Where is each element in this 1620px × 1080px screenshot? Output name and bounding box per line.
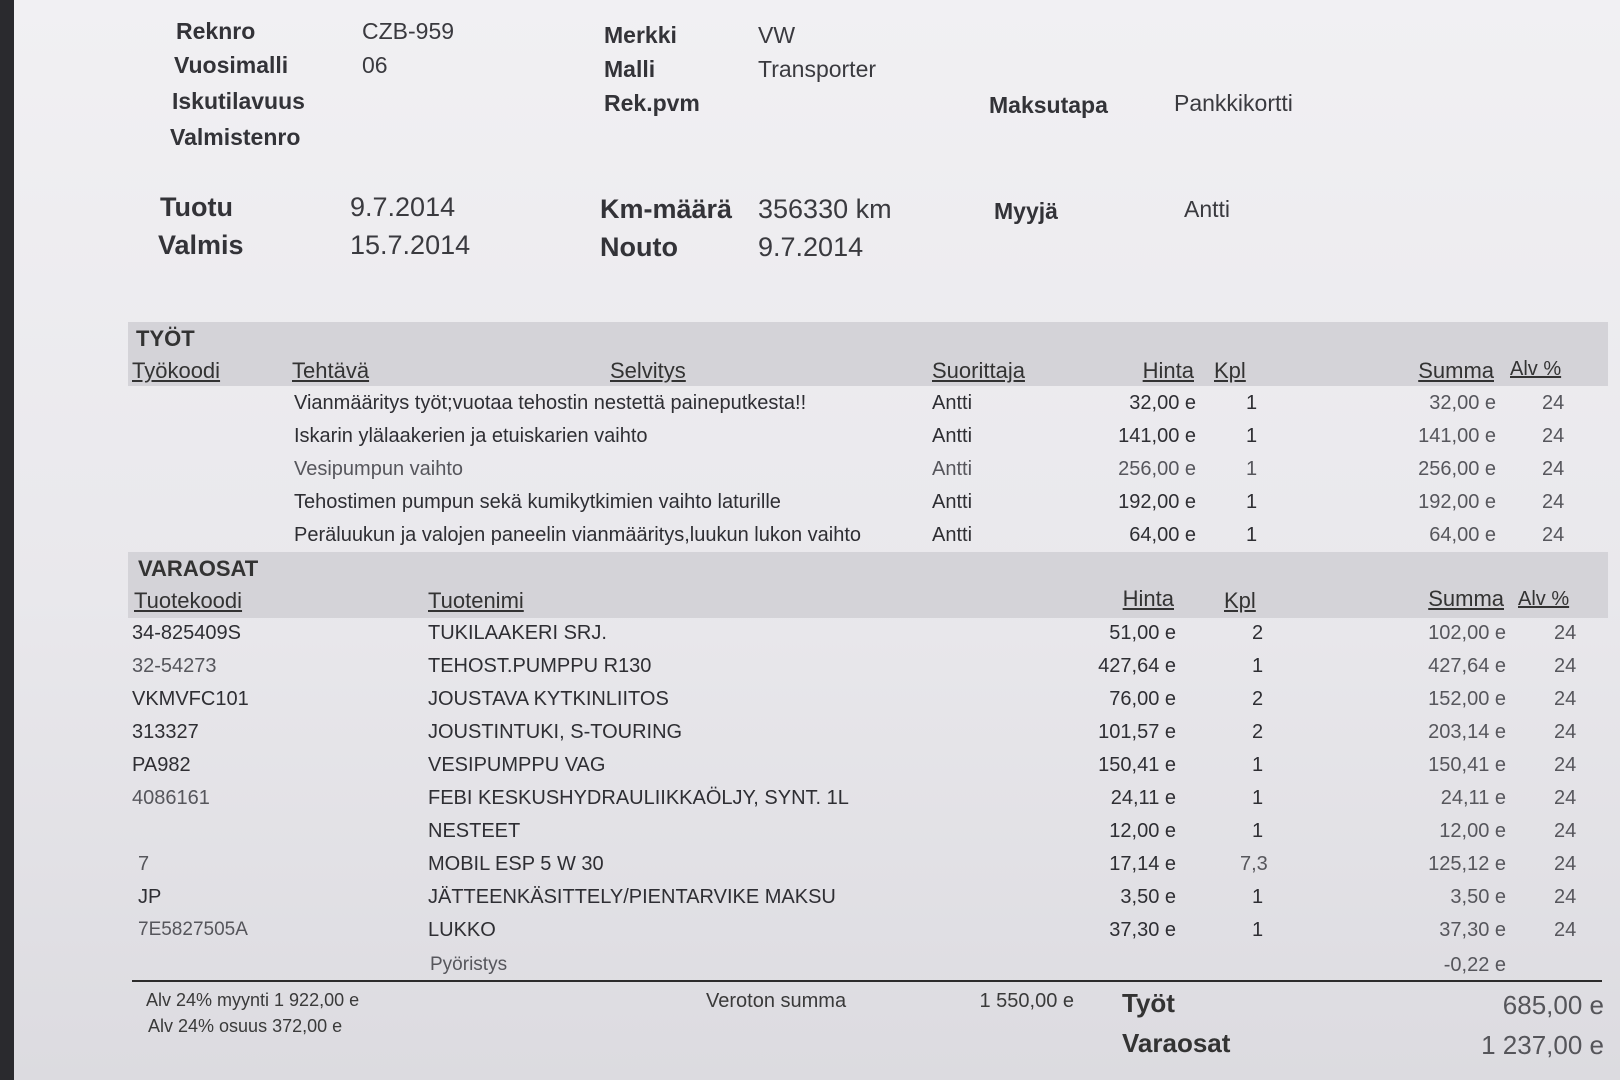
tyot-col-tehtava: Tehtävä (292, 358, 370, 383)
table-row (14, 816, 1620, 849)
varaosat-summa: 12,00 e (1439, 820, 1506, 842)
tyot-tehtava: Tehostimen pumpun sekä kumikytkimien vaihto laturille (294, 491, 781, 513)
tyot-alv: 24 (1542, 392, 1565, 414)
valmistenro-label: Valmistenro (170, 124, 301, 150)
varaosat-alv: 24 (1554, 754, 1577, 776)
tyot-col-selvitys: Selvitys (610, 358, 686, 383)
tyot-tehtava: Iskarin ylälaakerien ja etuiskarien vaihto (294, 425, 648, 447)
table-row (14, 421, 1620, 454)
varaosat-summa: 24,11 e (1440, 787, 1506, 809)
varaosat-summa: 152,00 e (1428, 688, 1506, 710)
table-row (14, 454, 1620, 487)
varaosat-alv: 24 (1554, 787, 1577, 809)
varaosat-nimi: Pyöristys (430, 954, 508, 975)
varaosat-kpl: 2 (1252, 688, 1264, 710)
veroton-value: 1 550,00 e (979, 990, 1074, 1012)
varaosat-hinta: 51,00 e (1109, 622, 1176, 644)
tyot-summa: 256,00 e (1418, 458, 1496, 480)
varaosat-col-koodi: Tuotekoodi (134, 588, 243, 613)
varaosat-total-label: Varaosat (1122, 1028, 1231, 1058)
tyot-kpl: 1 (1246, 425, 1258, 447)
table-row (14, 520, 1620, 553)
tyot-col-summa: Summa (1418, 358, 1494, 383)
table-row (14, 717, 1620, 750)
varaosat-alv: 24 (1554, 721, 1577, 743)
varaosat-kpl: 2 (1252, 622, 1264, 644)
varaosat-nimi: TUKILAAKERI SRJ. (428, 622, 607, 644)
varaosat-nimi: NESTEET (428, 820, 521, 842)
tyot-alv: 24 (1542, 524, 1565, 546)
varaosat-total-value: 1 237,00 e (1481, 1030, 1604, 1060)
tyot-suorittaja: Antti (932, 392, 973, 414)
varaosat-rows (14, 618, 1620, 981)
varaosat-koodi: 4086161 (132, 787, 210, 809)
tyot-title: TYÖT (136, 326, 195, 351)
tyot-hinta: 64,00 e (1129, 524, 1196, 546)
varaosat-title: VARAOSAT (138, 556, 259, 581)
varaosat-kpl: 1 (1252, 787, 1264, 809)
varaosat-summa: 150,41 e (1428, 754, 1506, 776)
tuotu-value: 9.7.2014 (350, 192, 456, 222)
reknro-value: CZB-959 (362, 18, 455, 44)
varaosat-nimi: JOUSTINTUKI, S-TOURING (428, 721, 683, 743)
km-value: 356330 km (758, 194, 892, 224)
table-row (14, 684, 1620, 717)
varaosat-nimi: JÄTTEENKÄSITTELY/PIENTARVIKE MAKSU (428, 886, 836, 908)
varaosat-hinta: 3,50 e (1120, 886, 1176, 908)
varaosat-summa: 203,14 e (1428, 721, 1506, 743)
tyot-col-alv: Alv % (1510, 358, 1562, 380)
vuosimalli-value: 06 (362, 52, 388, 78)
alv-osuus: Alv 24% osuus 372,00 e (148, 1016, 343, 1036)
varaosat-kpl: 1 (1252, 754, 1264, 776)
tyot-hinta: 192,00 e (1118, 491, 1196, 513)
valmis-label: Valmis (158, 230, 244, 260)
table-row (14, 750, 1620, 783)
varaosat-summa: 37,30 e (1439, 919, 1506, 941)
table-row (14, 388, 1620, 421)
tyot-alv: 24 (1542, 491, 1565, 513)
varaosat-koodi: 7E5827505A (138, 919, 248, 940)
varaosat-hinta: 37,30 e (1109, 919, 1176, 941)
varaosat-kpl: 1 (1252, 655, 1264, 677)
tyot-kpl: 1 (1246, 524, 1258, 546)
tyot-col-hinta: Hinta (1142, 358, 1194, 383)
myyja-value: Antti (1184, 196, 1231, 222)
tyot-hinta: 141,00 e (1118, 425, 1196, 447)
rekpvm-label: Rek.pvm (604, 90, 700, 116)
veroton-label: Veroton summa (706, 990, 847, 1012)
iskutilavuus-label: Iskutilavuus (172, 88, 305, 114)
malli-value: Transporter (758, 56, 877, 82)
varaosat-col-nimi: Tuotenimi (428, 588, 524, 613)
table-row (14, 948, 1620, 981)
myyja-label: Myyjä (994, 198, 1058, 224)
varaosat-koodi: 313327 (132, 721, 199, 743)
tyot-summa: 192,00 e (1418, 491, 1496, 513)
tyot-col-suorittaja: Suorittaja (932, 358, 1025, 383)
vuosimalli-label: Vuosimalli (174, 52, 289, 78)
tyot-kpl: 1 (1246, 458, 1258, 480)
tyot-tehtava: Peräluukun ja valojen paneelin vianmääritys,luukun lukon vaihto (294, 524, 862, 546)
table-row (14, 783, 1620, 816)
maksutapa-value: Pankkikortti (1174, 90, 1293, 116)
varaosat-summa: 102,00 e (1428, 622, 1506, 644)
varaosat-koodi: JP (138, 886, 162, 908)
tyot-suorittaja: Antti (932, 524, 973, 546)
varaosat-nimi: FEBI KESKUSHYDRAULIIKKAÖLJY, SYNT. 1L (428, 787, 849, 809)
km-label: Km-määrä (600, 194, 733, 224)
table-row (14, 651, 1620, 684)
tyot-tehtava: Vianmääritys työt;vuotaa tehostin nestettä paineputkesta!! (294, 392, 807, 414)
varaosat-header-band (128, 552, 1608, 618)
reknro-label: Reknro (176, 18, 256, 44)
malli-label: Malli (604, 56, 656, 82)
tyot-col-kpl: Kpl (1214, 358, 1246, 383)
tyot-suorittaja: Antti (932, 491, 973, 513)
nouto-label: Nouto (600, 232, 678, 262)
varaosat-nimi: TEHOST.PUMPPU R130 (428, 655, 652, 677)
maksutapa-label: Maksutapa (989, 92, 1108, 118)
varaosat-hinta: 24,11 e (1110, 787, 1176, 809)
varaosat-summa: 427,64 e (1428, 655, 1506, 677)
nouto-value: 9.7.2014 (758, 232, 864, 262)
varaosat-kpl: 7,3 (1240, 853, 1268, 875)
footer-rule (132, 980, 1602, 982)
varaosat-hinta: 17,14 e (1109, 853, 1176, 875)
tyot-summa: 141,00 e (1418, 425, 1496, 447)
tyot-suorittaja: Antti (932, 425, 973, 447)
tyot-kpl: 1 (1246, 392, 1258, 414)
varaosat-kpl: 1 (1252, 820, 1264, 842)
varaosat-hinta: 150,41 e (1098, 754, 1176, 776)
varaosat-nimi: VESIPUMPPU VAG (428, 754, 606, 776)
varaosat-summa: -0,22 e (1443, 954, 1506, 976)
varaosat-summa: 3,50 e (1450, 886, 1506, 908)
varaosat-koodi: 32-54273 (132, 655, 217, 677)
varaosat-koodi: 34-825409S (132, 622, 241, 644)
varaosat-alv: 24 (1554, 886, 1577, 908)
varaosat-alv: 24 (1554, 919, 1577, 941)
varaosat-koodi: 7 (138, 853, 150, 875)
varaosat-kpl: 1 (1252, 919, 1264, 941)
varaosat-koodi: PA982 (132, 754, 191, 776)
varaosat-hinta: 76,00 e (1109, 688, 1176, 710)
tyot-hinta: 256,00 e (1118, 458, 1196, 480)
merkki-value: VW (758, 22, 796, 48)
alv-myynti: Alv 24% myynti 1 922,00 e (146, 990, 360, 1010)
varaosat-koodi: VKMVFC101 (132, 688, 249, 710)
varaosat-alv: 24 (1554, 655, 1577, 677)
varaosat-kpl: 2 (1252, 721, 1264, 743)
varaosat-hinta: 101,57 e (1098, 721, 1176, 743)
tyot-total-value: 685,00 e (1502, 990, 1604, 1020)
table-row (14, 915, 1620, 948)
tuotu-label: Tuotu (160, 192, 233, 222)
tyot-summa: 32,00 e (1429, 392, 1496, 414)
varaosat-col-kpl: Kpl (1224, 588, 1256, 613)
varaosat-alv: 24 (1554, 688, 1577, 710)
varaosat-hinta: 427,64 e (1098, 655, 1176, 677)
varaosat-col-hinta: Hinta (1122, 586, 1174, 611)
varaosat-summa: 125,12 e (1428, 853, 1506, 875)
tyot-alv: 24 (1542, 425, 1565, 447)
varaosat-alv: 24 (1554, 820, 1577, 842)
tyot-tehtava: Vesipumpun vaihto (294, 458, 464, 480)
tyot-kpl: 1 (1246, 491, 1258, 513)
merkki-label: Merkki (604, 22, 677, 48)
tyot-total-label: Työt (1122, 988, 1175, 1018)
table-row (14, 882, 1620, 915)
varaosat-alv: 24 (1554, 853, 1577, 875)
tyot-rows (14, 388, 1620, 553)
table-row (14, 487, 1620, 520)
varaosat-hinta: 12,00 e (1109, 820, 1176, 842)
tyot-suorittaja: Antti (932, 458, 973, 480)
varaosat-col-alv: Alv % (1518, 588, 1570, 610)
tyot-hinta: 32,00 e (1129, 392, 1196, 414)
varaosat-nimi: JOUSTAVA KYTKINLIITOS (428, 688, 669, 710)
varaosat-alv: 24 (1554, 622, 1577, 644)
invoice-paper (14, 0, 1620, 1080)
varaosat-nimi: LUKKO (428, 919, 496, 941)
table-row (14, 849, 1620, 882)
table-row (14, 618, 1620, 651)
varaosat-col-summa: Summa (1428, 586, 1504, 611)
tyot-col-koodi: Työkoodi (132, 358, 221, 383)
varaosat-nimi: MOBIL ESP 5 W 30 (428, 853, 604, 875)
tyot-summa: 64,00 e (1429, 524, 1496, 546)
valmis-value: 15.7.2014 (350, 230, 471, 260)
tyot-alv: 24 (1542, 458, 1565, 480)
varaosat-kpl: 1 (1252, 886, 1264, 908)
